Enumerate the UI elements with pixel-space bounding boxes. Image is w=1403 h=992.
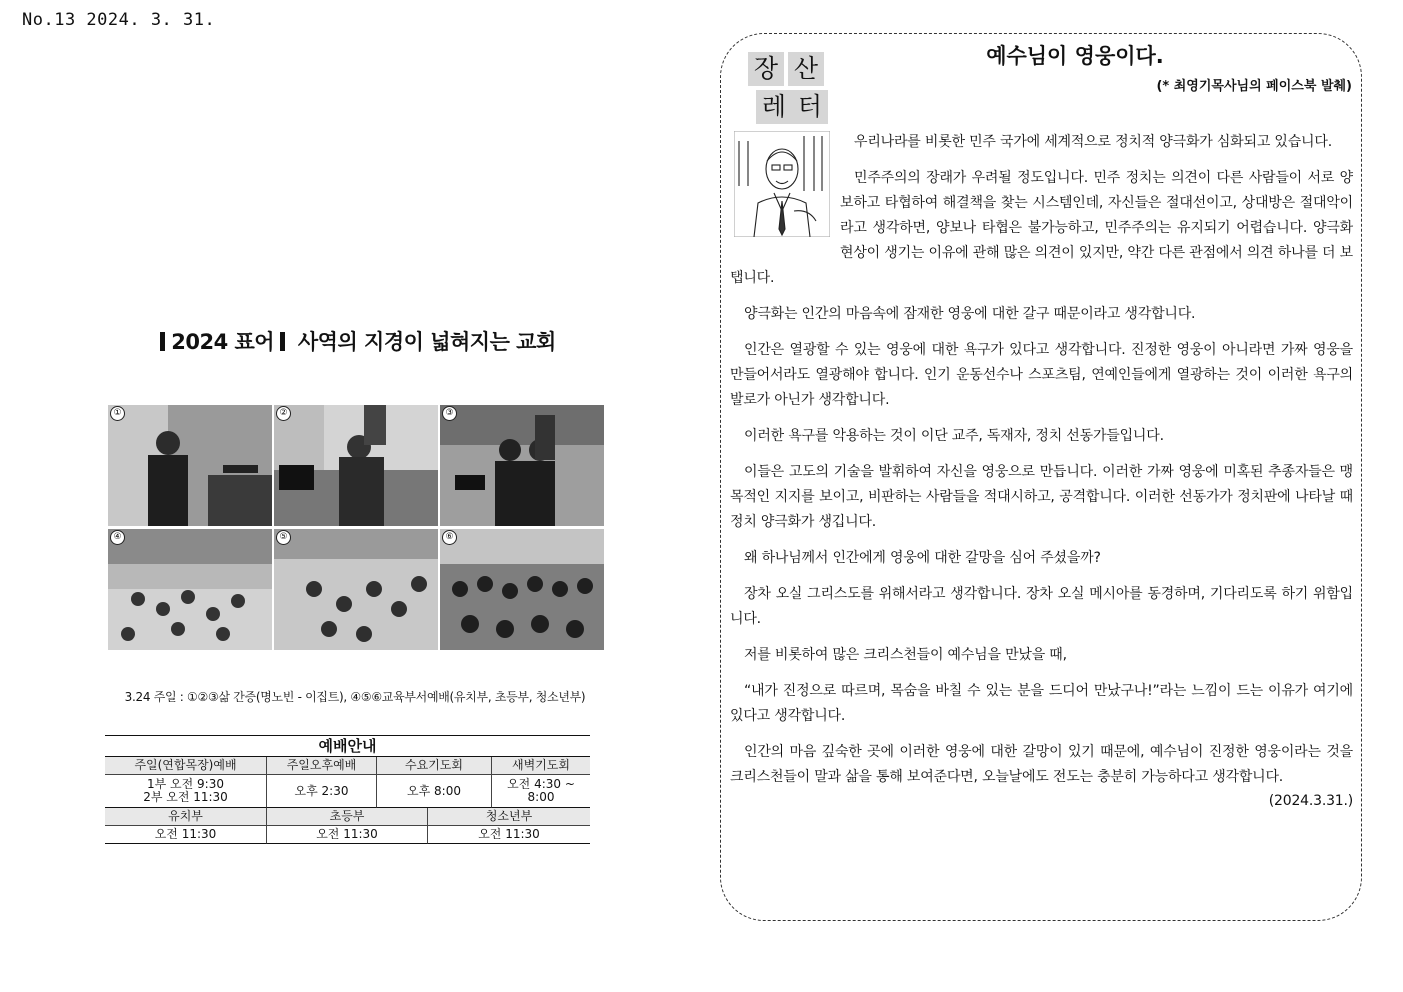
motto-bar-left <box>160 332 165 351</box>
photo-elementary <box>274 529 438 650</box>
letter-paragraph: “내가 진정으로 따르며, 목숨을 바칠 수 있는 분을 드디어 만났구나!”라는 느낌이 드는 이유가 여기에 있다고 생각합니다. <box>730 683 1353 724</box>
letter-paragraph: 민주주의의 장래가 우려될 정도입니다. 민주 정치는 의견이 다른 사람들이 서로 양보하고 타협하여 해결책을 찾는 시스템인데, 자신들은 절대선이고, 상대방은 절대악이라고 생각하면, 양보나 타협은 불가능하고, 민주주의는 유지되기 어렵습니다. 양극화 현상이 생기는 이유에 관해 많은 의견이 있지만, 약간 다른 관점에서 의견 하나를 더 보탭니다. <box>730 170 1353 286</box>
badge-char: 터 <box>792 90 828 124</box>
photo-number: ④ <box>110 530 125 545</box>
dept-time: 오전 11:30 <box>267 826 428 844</box>
dept-time-row <box>105 826 590 844</box>
motto-label: 2024 표어 <box>171 330 275 354</box>
motto-text: 사역의 지경이 넓혀지는 교회 <box>297 330 556 354</box>
letter-paragraph: 양극화는 인간의 마음속에 잠재한 영웅에 대한 갈구 때문이라고 생각합니다. <box>744 306 1196 322</box>
service-time-row <box>105 775 590 808</box>
photo-grid <box>108 405 604 650</box>
service-header: 새벽기도회 <box>492 757 590 775</box>
letter-paragraph: 우리나라를 비롯한 민주 국가에 세계적으로 정치적 양극화가 심화되고 있습니다. <box>854 134 1332 150</box>
photo-caption: 3.24 주일 : ①②③삶 간증(명노빈 - 이집트), ④⑤⑥교육부서예배(유치부, 초등부, 청소년부) <box>124 690 586 704</box>
service-time: 오후 8:00 <box>377 775 492 808</box>
service-time <box>105 775 267 808</box>
service-guide-table <box>105 735 590 844</box>
photo-number: ① <box>110 406 125 421</box>
badge-char: 레 <box>756 90 792 124</box>
photo-youth <box>440 529 604 650</box>
letter-paragraph: 왜 하나님께서 인간에게 영웅에 대한 갈망을 심어 주셨을까? <box>744 550 1101 566</box>
letter-date: (2024.3.31.) <box>1268 793 1353 809</box>
service-time: 오후 2:30 <box>267 775 377 808</box>
dept-header: 유치부 <box>105 808 267 826</box>
author-portrait-sketch <box>734 131 830 237</box>
service-header-row <box>105 757 590 775</box>
letter-source: (* 최영기목사님의 페이스북 발췌) <box>1156 79 1352 94</box>
photo-speaker <box>108 405 272 526</box>
letter-paragraph: 인간의 마음 깊숙한 곳에 이러한 영웅에 대한 갈망이 있기 때문에, 예수님이 진정한 영웅이라는 것을 크리스천들이 말과 삶을 통해 보여준다면, 오늘날에도 전도는 충분히 가능하다고 생각합니다. <box>730 744 1353 785</box>
service-guide-title: 예배안내 <box>105 735 590 757</box>
photo-number: ③ <box>442 406 457 421</box>
photo-kindergarten <box>108 529 272 650</box>
motto-heading <box>108 326 602 356</box>
letter-paragraph: 저를 비롯하여 많은 크리스천들이 예수님을 만났을 때, <box>744 647 1067 663</box>
letter-badge <box>748 52 828 126</box>
service-time-line: 1부 오전 9:30 <box>147 777 224 791</box>
service-header: 주일오후예배 <box>267 757 377 775</box>
service-header: 주일(연합목장)예배 <box>105 757 267 775</box>
issue-number: No.13 2024. 3. 31. <box>22 10 216 30</box>
dept-header: 초등부 <box>267 808 428 826</box>
dept-time: 오전 11:30 <box>428 826 590 844</box>
letter-title: 예수님이 영웅이다. <box>986 44 1164 68</box>
letter-paragraph: 이러한 욕구를 악용하는 것이 이단 교주, 독재자, 정치 선동가들입니다. <box>744 428 1164 444</box>
dept-header-row <box>105 808 590 826</box>
badge-char: 장 <box>748 52 784 86</box>
letter-paragraph: 장차 오실 그리스도를 위해서라고 생각합니다. 장차 오실 메시아를 동경하며, 기다리도록 하기 위함입니다. <box>730 586 1353 627</box>
photo-number: ⑤ <box>276 530 291 545</box>
photo-testimony <box>274 405 438 526</box>
badge-char: 산 <box>788 52 824 86</box>
photo-number: ② <box>276 406 291 421</box>
dept-header: 청소년부 <box>428 808 590 826</box>
service-time-line: 2부 오전 11:30 <box>143 790 228 804</box>
letter-paragraph: 이들은 고도의 기술을 발휘하여 자신을 영웅으로 만듭니다. 이러한 가짜 영웅에 미혹된 추종자들은 맹목적인 지지를 보이고, 비판하는 사람들을 적대시하고, 공격합니다. 이러한 선동가가 정치판에 나타날 때 정치 양극화가 생깁니다. <box>730 464 1353 530</box>
motto-bar-right <box>280 332 285 351</box>
letter-paragraph: 인간은 열광할 수 있는 영웅에 대한 욕구가 있다고 생각합니다. 진정한 영웅이 아니라면 가짜 영웅을 만들어서라도 열광해야 합니다. 인기 운동선수나 스포츠팀, 연예인들에게 열광하는 것이 이러한 욕구의 발로가 아닌가 생각합니다. <box>730 342 1353 408</box>
service-header: 수요기도회 <box>377 757 492 775</box>
service-time: 오전 4:30 ~ 8:00 <box>492 775 590 808</box>
photo-number: ⑥ <box>442 530 457 545</box>
photo-embrace <box>440 405 604 526</box>
dept-time: 오전 11:30 <box>105 826 267 844</box>
